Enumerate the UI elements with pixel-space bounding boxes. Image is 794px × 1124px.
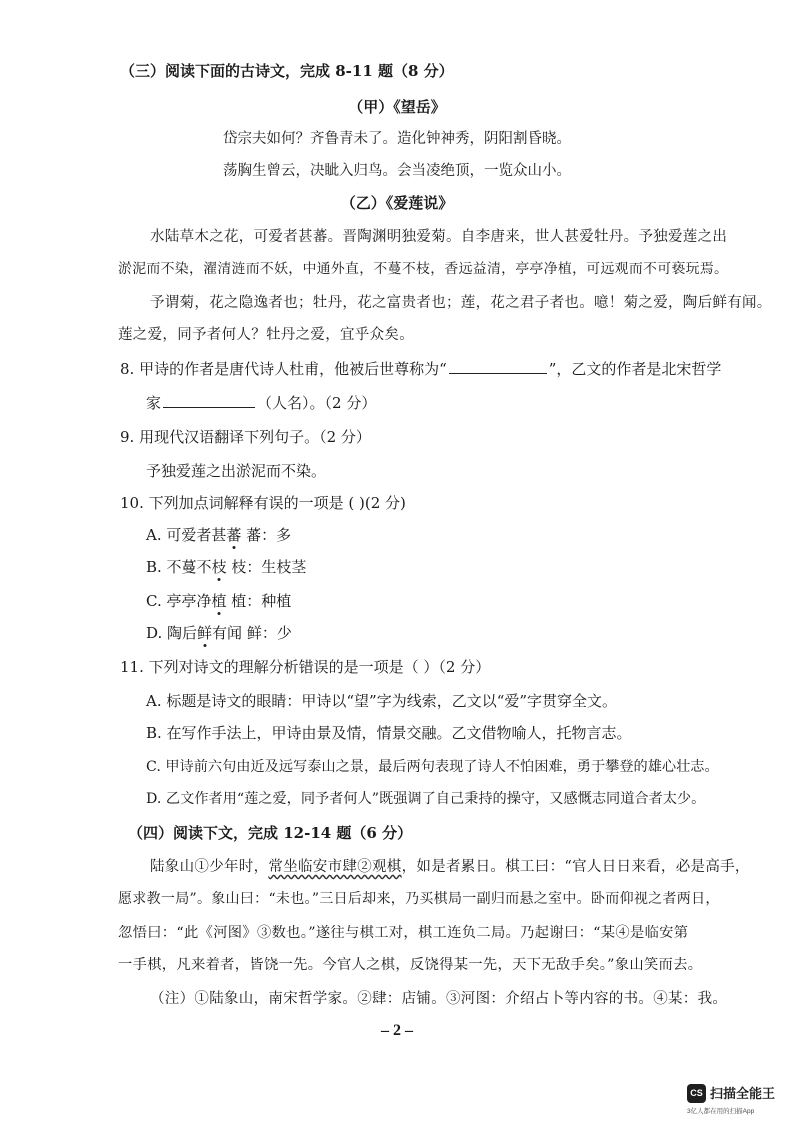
passage-line-1-end: ，如是者累日。棋工曰：“官人日日来看，必是高手， [401,859,750,875]
q10-option-c-dotted-word: 植 [211,592,227,610]
poem-title: （甲）《望岳》 [348,98,446,116]
prose-line-3: 予谓菊，花之隐逸者也；牡丹，花之富贵者也；莲，花之君子者也。噫！菊之爱，陶后鲜有闻。 [150,295,772,311]
q11-option-d: D. 乙文作者用“莲之爱，同予者何人”既强调了自己秉持的操守，又感慨志同道合者太少。 [146,791,706,807]
passage-line-4: 一手棋，凡来着者，皆饶一先。今官人之棋，反饶得某一先，天下无敌手矣。”象山笑而去。 [118,957,703,973]
q10-option-a-gloss: 蕃：多 [241,526,292,544]
camscanner-brand: 扫描全能王 [710,1086,776,1101]
prose-title: （乙）《爱莲说》 [340,194,454,212]
q10-option-b-dotted-word: 枝 [211,558,227,576]
question-9-stem: 9. 用现代汉语翻译下列句子。（2 分） [120,428,371,446]
passage-underlined-phrase: 常坐临安市肆②观棋 [268,859,402,875]
passage-line-2: 愿求教一局”。象山曰：“未也。”三日后却来，乃买棋局一副归而悬之室中。卧而仰视之者两日， [118,891,720,907]
q8-blank-2[interactable] [163,393,255,408]
question-11-stem: 11. 下列对诗文的理解分析错误的是一项是（ ）（2 分） [120,658,491,676]
q10-option-d-rest: 有闻 [212,624,243,642]
q11-option-b: B. 在写作手法上，甲诗由景及情，情景交融。乙文借物喻人，托物言志。 [146,724,632,742]
passage-line-3: 忽悟曰：“此《河图》③数也。”遂往与棋工对，棋工连负二局。乃起谢曰：“某④是临安第 [118,925,689,941]
section3-heading: （三）阅读下面的古诗文，完成 8-11 题（8 分） [120,62,454,80]
section4-heading: （四）阅读下文，完成 12-14 题（6 分） [128,824,413,842]
passage-line-1-start: 陆象山①少年时， [150,859,269,875]
q10-option-b [146,556,306,578]
q10-option-c-label: C. 亭亭净 [146,592,212,610]
q8-text-2: ”，乙文的作者是北宋哲学 [548,360,722,378]
q8-blank-1[interactable] [449,359,547,374]
q10-option-c [146,590,291,612]
q10-option-a [146,524,291,546]
prose-line-4: 莲之爱，同予者何人？牡丹之爱，宜乎众矣。 [118,327,414,343]
q10-option-d-label: D. 陶后 [146,624,198,642]
prose-line-1: 水陆草木之花，可爱者甚蕃。晋陶渊明独爱菊。自李唐来，世人甚爱牡丹。予独爱莲之出 [150,229,728,245]
prose-line-2: 淤泥而不染，濯清涟而不妖，中通外直，不蔓不枝，香远益清，亭亭净植，可远观而不可亵玩焉。 [118,261,729,277]
q10-option-d [146,622,292,644]
poem-line-2: 荡胸生曾云，决眦入归鸟。会当凌绝顶，一览众山小。 [223,163,571,179]
page-number: – 2 – [381,1022,413,1039]
q10-option-d-dotted-word: 鲜 [197,624,213,642]
q11-option-a: A. 标题是诗文的眼睛：甲诗以“望”字为线索，乙文以“爱”字贯穿全文。 [146,692,618,710]
q10-option-b-label: B. 不蔓不 [146,558,212,576]
question-8-line-2 [146,392,376,414]
question-8-line-1 [120,358,721,380]
q10-option-b-gloss: 枝：生枝茎 [226,558,307,576]
q10-option-d-gloss: 鲜：少 [242,624,292,642]
q10-option-a-dotted-word: 蕃 [226,526,242,544]
q8-text-1: 8. 甲诗的作者是唐代诗人杜甫，他被后世尊称为“ [120,360,447,378]
q11-option-c: C. 甲诗前六句由近及远写泰山之景，最后两句表现了诗人不怕困难，勇于攀登的雄心壮志。 [146,759,719,775]
passage-notes: （注）①陆象山，南宋哲学家。②肆：店铺。③河图：介绍占卜等内容的书。④某：我。 [150,991,728,1007]
q10-option-c-gloss: 植：种植 [226,592,292,610]
scanner-watermark [687,1082,794,1118]
q8-text-3: 家 [146,394,162,412]
passage-line-1 [150,856,750,878]
camscanner-tagline: 3亿人都在用的扫描App [687,1108,755,1115]
q10-option-a-label: A. 可爱者甚 [146,526,227,544]
q8-text-4: （人名）。（2 分） [257,394,377,412]
question-10-stem: 10. 下列加点词解释有误的一项是 ( )(2 分) [120,494,406,512]
question-9-sentence: 予独爱莲之出淤泥而不染。 [146,462,327,480]
camscanner-logo-icon: CS [687,1084,706,1103]
poem-line-1: 岱宗夫如何？齐鲁青未了。造化钟神秀，阴阳割昏晓。 [223,131,571,147]
